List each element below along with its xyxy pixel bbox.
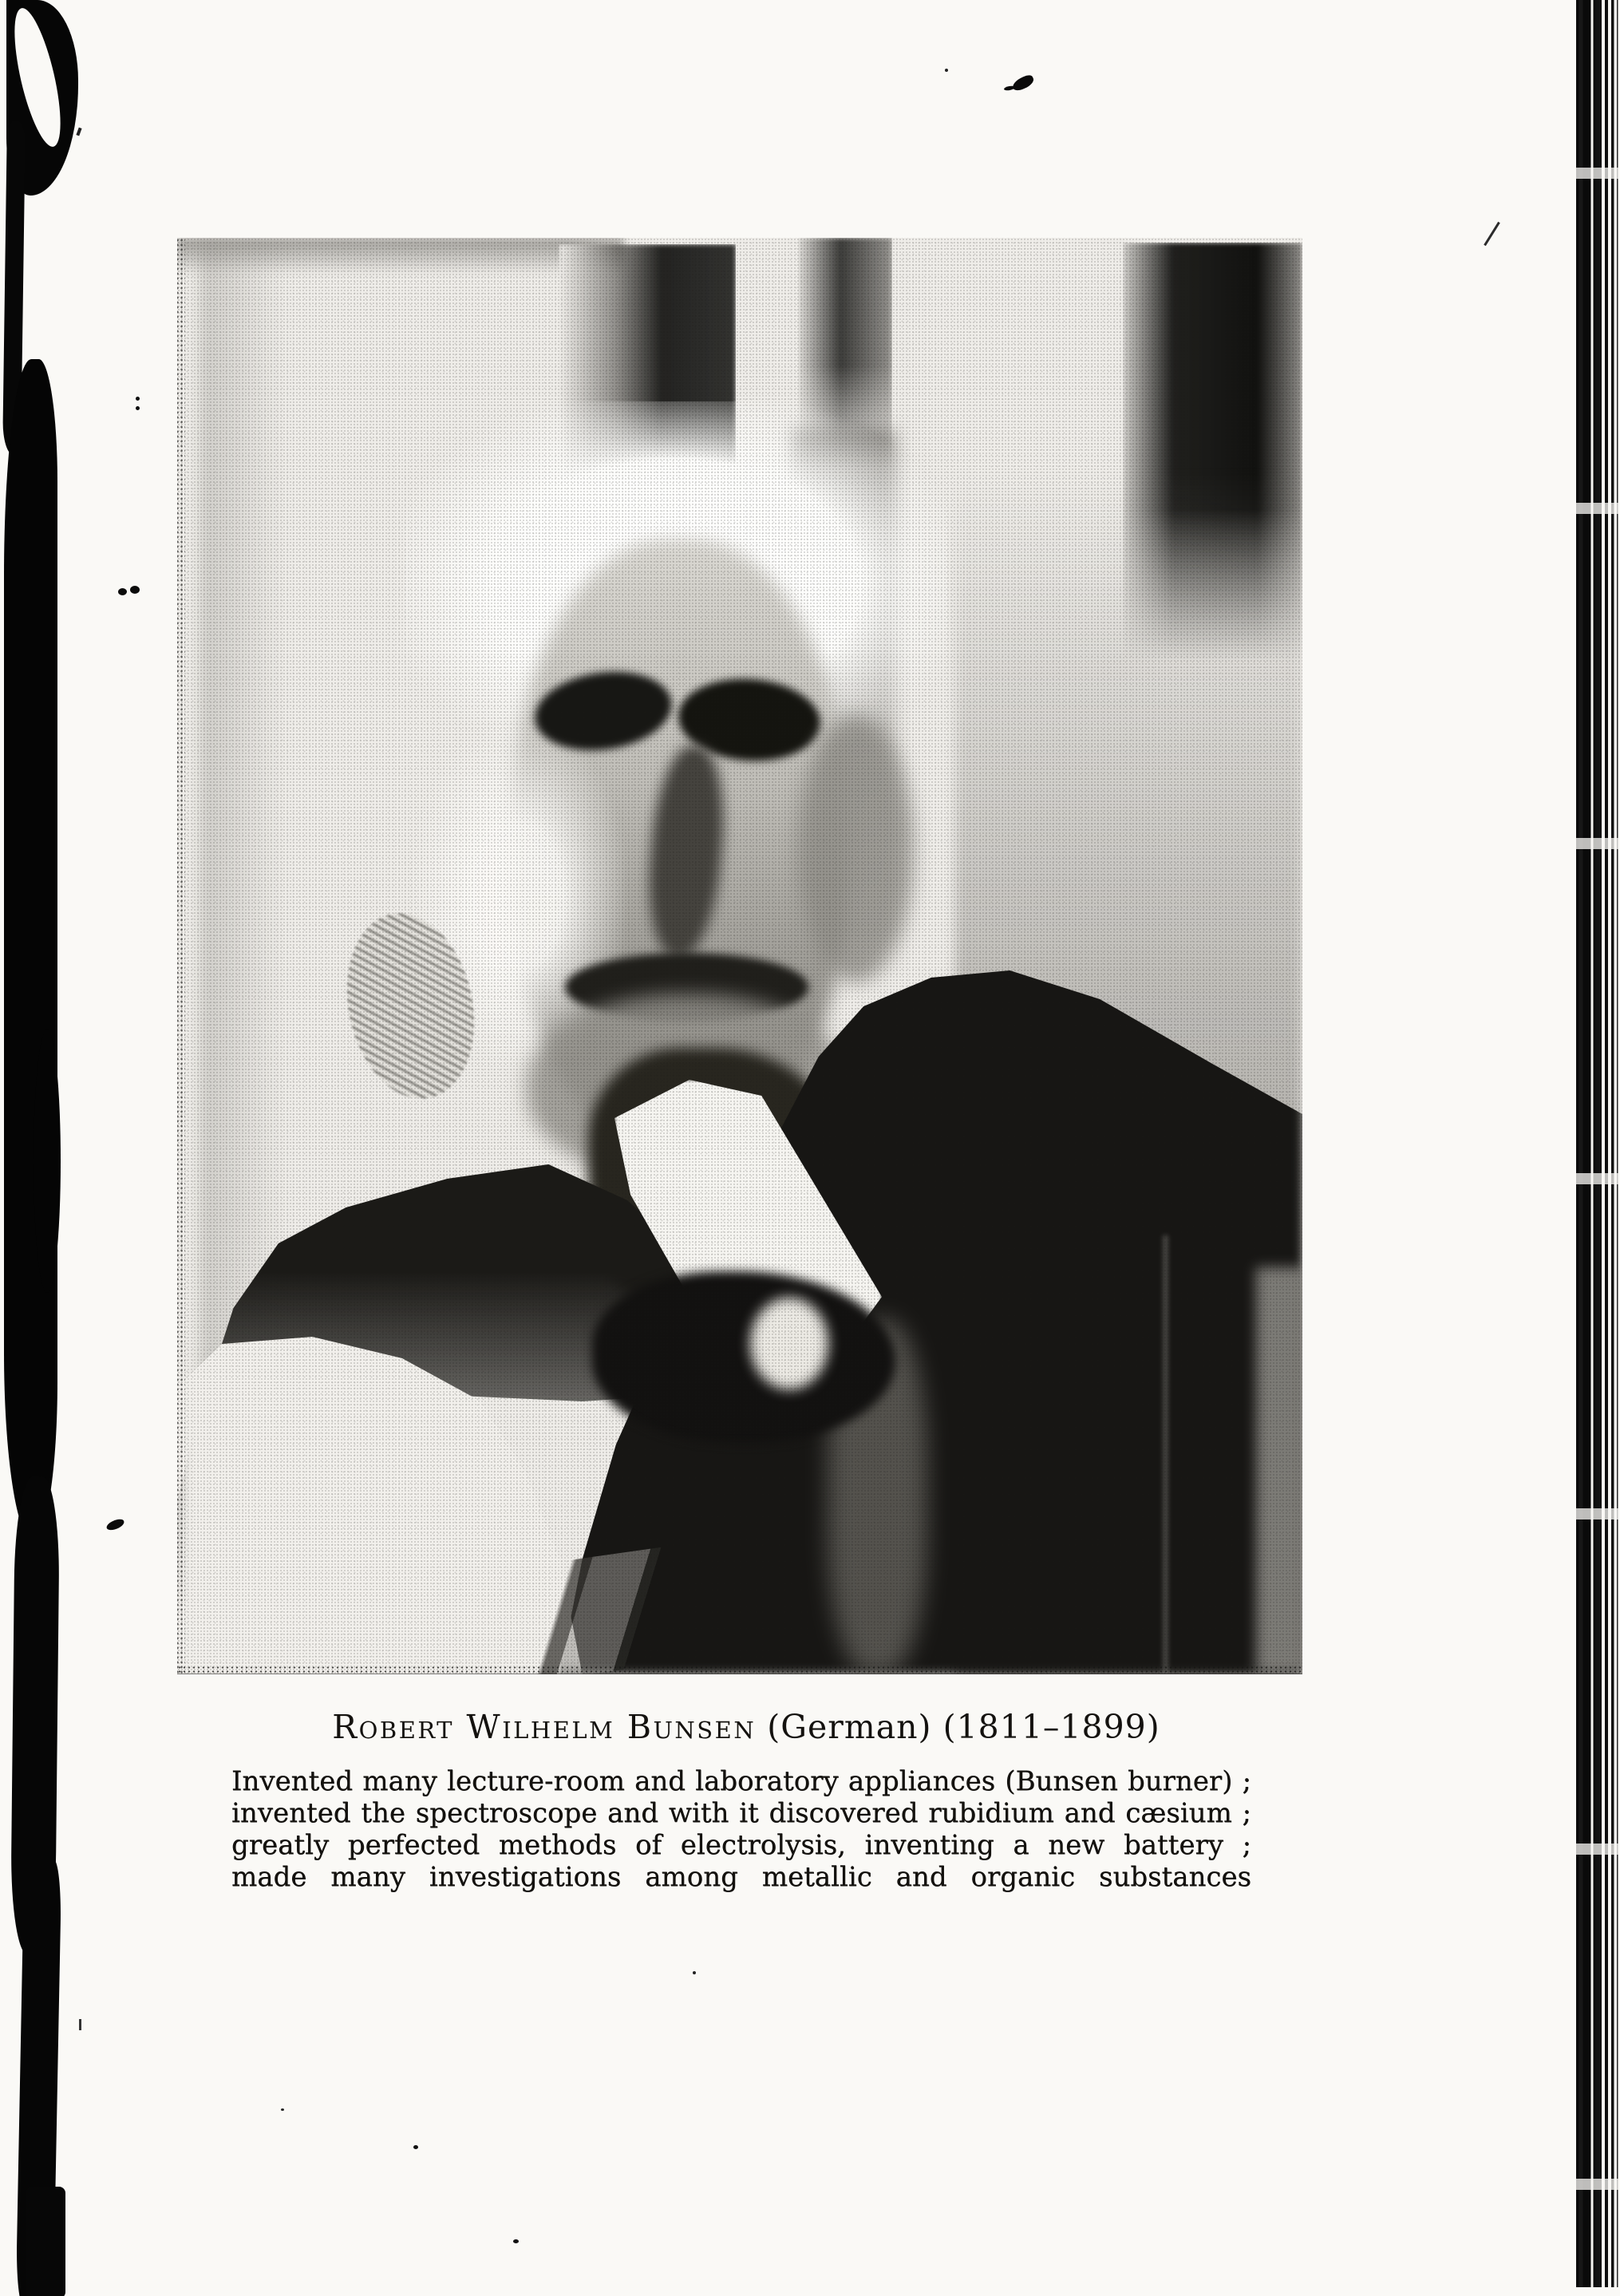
ink-dot xyxy=(130,586,140,594)
gutter-shadow-tail-end xyxy=(26,2187,65,2296)
caption-line: made many investigations among metallic and organic substances xyxy=(231,1861,1251,1893)
caption-title-nationality-dates: (German) (1811–1899) xyxy=(767,1708,1160,1746)
ink-dot xyxy=(118,588,127,595)
dust-speck xyxy=(513,2239,519,2243)
dust-speck xyxy=(413,2145,418,2149)
ink-squiggle-tail xyxy=(1004,85,1016,91)
gutter-shadow-main xyxy=(4,359,57,1540)
ink-colon-mark xyxy=(136,397,140,401)
photo-edge-dust-left xyxy=(177,238,185,1674)
caption-title-name: Robert Wilhelm Bunsen xyxy=(332,1708,757,1746)
halftone-grain-overlay xyxy=(177,238,1302,1674)
caption-line: Invented many lecture-room and laboratory appliances (Bunsen burner) ; xyxy=(231,1765,1251,1797)
portrait-photo xyxy=(177,238,1302,1674)
ink-blot-mark xyxy=(105,1518,125,1531)
scan-artifact-right-streaks xyxy=(1574,0,1620,2287)
caption-line: greatly perfected methods of electrolysis, inventing a new battery ; xyxy=(231,1829,1251,1861)
ink-slash-mark xyxy=(1484,222,1500,246)
dust-speck xyxy=(281,2108,284,2111)
dust-speck xyxy=(76,128,81,136)
caption-line: invented the spectroscope and with it discovered rubidium and cæsium ; xyxy=(231,1797,1251,1829)
photo-edge-dust-bottom xyxy=(177,1666,1302,1674)
dust-speck xyxy=(79,2019,81,2030)
ink-squiggle-mark xyxy=(1010,73,1035,93)
dust-speck xyxy=(693,1971,696,1974)
caption-title xyxy=(192,1708,1301,1746)
caption-paragraph xyxy=(231,1765,1251,1893)
gutter-shadow-bump xyxy=(34,1029,61,1293)
dust-speck xyxy=(945,69,948,72)
